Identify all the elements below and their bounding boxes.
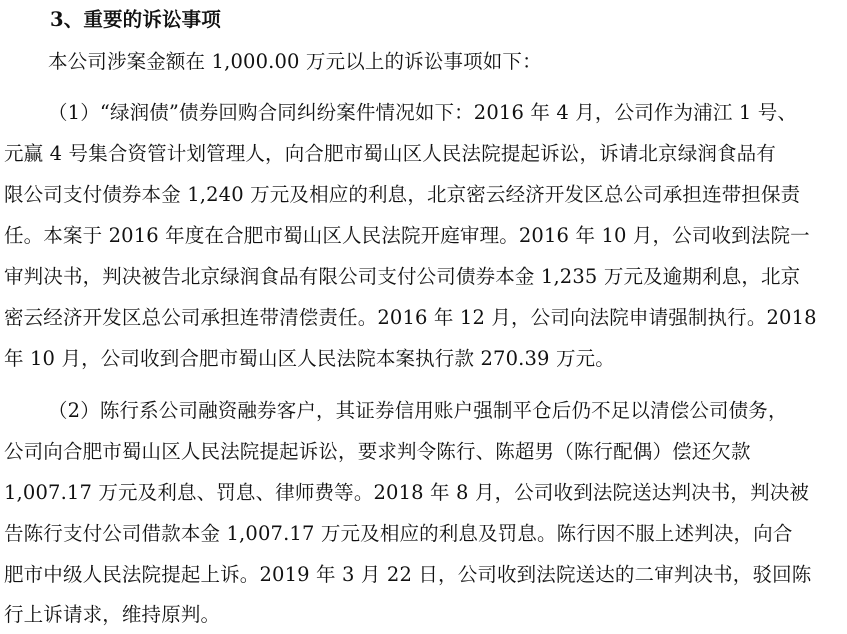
case-1-line-4: 任。本案于 2016 年度在合肥市蜀山区人民法院开庭审理。2016 年 10 月，公司收到法院一 <box>4 224 810 247</box>
case-2-line-4: 告陈行支付公司借款本金 1,007.17 万元及相应的利息及罚息。陈行因不服上述判决，向合 <box>4 522 793 545</box>
case-1-line-7: 年 10 月，公司收到合肥市蜀山区人民法院本案执行款 270.39 万元。 <box>4 347 615 370</box>
case-1-line-6: 密云经济开发区总公司承担连带清偿责任。2016 年 12 月，公司向法院申请强制执行。2018 <box>4 306 817 329</box>
case-1-line-2: 元赢 4 号集合资管计划管理人，向合肥市蜀山区人民法院提起诉讼，诉请北京绿润食品有 <box>4 142 776 165</box>
case-1-line-5: 审判决书，判决被告北京绿润食品有限公司支付公司债券本金 1,235 万元及逾期利息，北京 <box>4 265 801 288</box>
section-heading: 3、重要的诉讼事项 <box>50 8 221 31</box>
case-2-line-1: （2）陈行系公司融资融券客户，其证券信用账户强制平仓后仍不足以清偿公司债务， <box>48 399 788 422</box>
case-2-line-2: 公司向合肥市蜀山区人民法院提起诉讼，要求判令陈行、陈超男（陈行配偶）偿还欠款 <box>4 440 751 463</box>
case-2-line-5: 肥市中级人民法院提起上诉。2019 年 3 月 22 日，公司收到法院送达的二审判决书，驳回陈 <box>4 563 812 586</box>
case-1-line-1: （1）“绿润债”债券回购合同纠纷案件情况如下：2016 年 4 月，公司作为浦江 1 号、 <box>48 101 798 124</box>
case-2-line-6: 行上诉请求，维持原判。 <box>4 603 221 626</box>
case-2-line-3: 1,007.17 万元及利息、罚息、律师费等。2018 年 8 月，公司收到法院送达判决书，判决被 <box>4 481 810 504</box>
section-intro: 本公司涉案金额在 1,000.00 万元以上的诉讼事项如下： <box>48 50 542 73</box>
case-1-line-3: 限公司支付债券本金 1,240 万元及相应的利息，北京密云经济开发区总公司承担连带担保责 <box>4 183 801 206</box>
